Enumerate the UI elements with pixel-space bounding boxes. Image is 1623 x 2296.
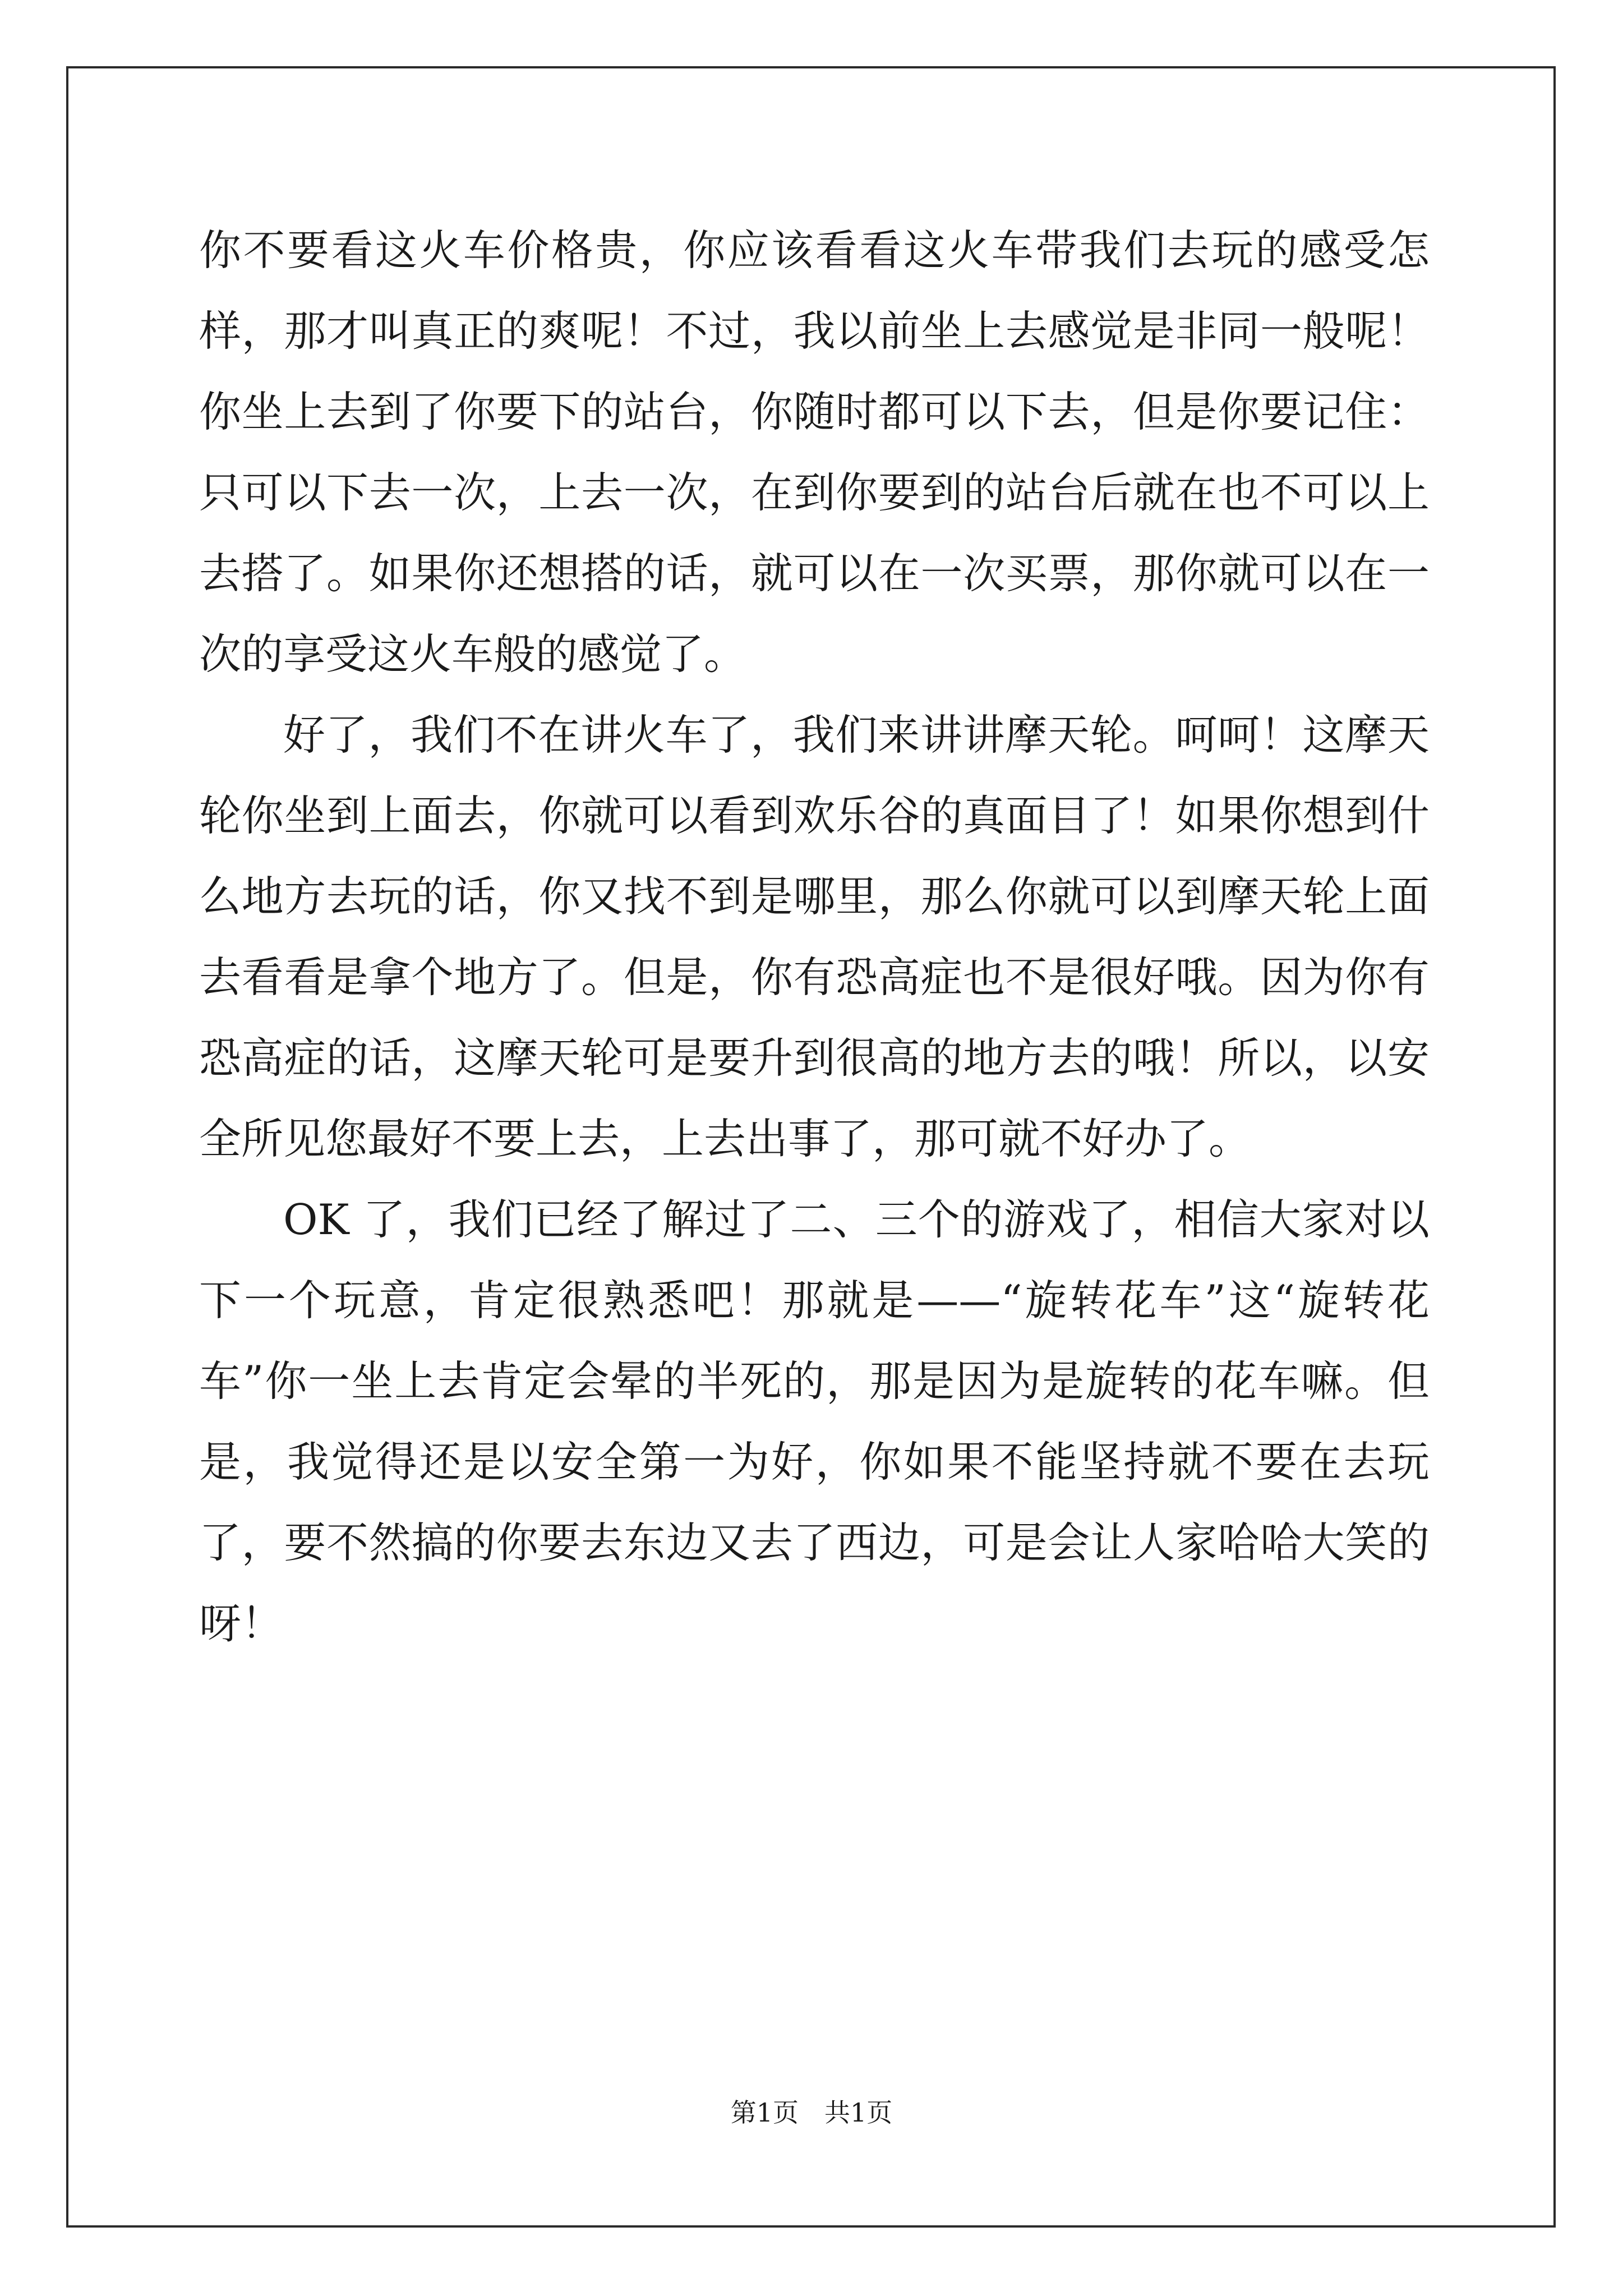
page-number-footer: 第1页 共1页 xyxy=(730,2097,893,2128)
paragraph-1: 你不要看这火车价格贵，你应该看看这火车带我们去玩的感受怎样，那才叫真正的爽呢！不过，我以前坐上去感觉是非同一般呢！你坐上去到了你要下的站台，你随时都可以下去，但是你要记住：只可以下去一次，上去一次，在到你要到的站台后就在也不可以上去搭了。如果你还想搭的话，就可以在一次买票，那你就可以在一次的享受这火车般的感觉了。 xyxy=(199,226,1430,679)
paragraph-2: 好了，我们不在讲火车了，我们来讲讲摩天轮。呵呵！这摩天轮你坐到上面去，你就可以看到欢乐谷的真面目了！如果你想到什么地方去玩的话，你又找不到是哪里，那么你就可以到摩天轮上面去看看是拿个地方了。但是，你有恐高症也不是很好哦。因为你有恐高症的话，这摩天轮可是要升到很高的地方去的哦！所以，以安全所见您最好不要上去，上去出事了，那可就不好办了。 xyxy=(199,710,1430,1163)
document-body xyxy=(199,210,1430,1664)
paragraph-3: OK 了，我们已经了解过了二、三个的游戏了，相信大家对以下一个玩意，肯定很熟悉吧！那就是——“旋转花车”这“旋转花车”你一坐上去肯定会晕的半死的，那是因为是旋转的花车嘛。但是，我觉得还是以安全第一为好，你如果不能坚持就不要在去玩了，要不然搞的你要去东边又去了西边，可是会让人家哈哈大笑的呀！ xyxy=(199,1195,1430,1648)
